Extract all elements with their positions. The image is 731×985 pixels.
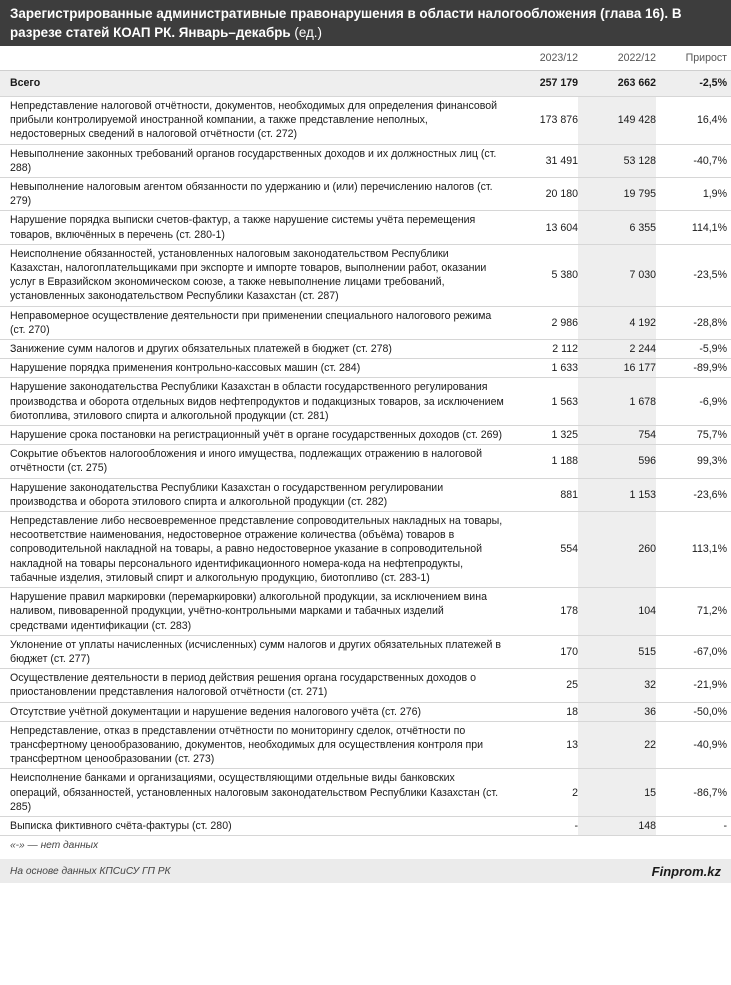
row-label: Осуществление деятельности в период действия решения органа государственных доходов о приостановлении представления налоговой отчётности (ст. 271): [10, 672, 476, 699]
row-label: Нарушение законодательства Республики Казахстан о государственном регулировании производства и оборота этилового спирта и алкогольной продукции (ст. 282): [10, 481, 444, 508]
table-body: [0, 71, 731, 836]
row-label: Невыполнение налоговым агентом обязанности по удержанию и (или) перечислению налогов (ст. 279): [10, 181, 493, 208]
value-2022: 6 355: [578, 211, 656, 244]
table-row: [0, 702, 731, 721]
column-header-2023: 2023/12: [510, 46, 578, 71]
value-2022: 36: [578, 702, 656, 721]
value-2023: 178: [560, 605, 578, 618]
violations-table: [0, 46, 731, 836]
value-2023: 1 325: [551, 429, 578, 442]
value-2023: 1 633: [551, 362, 578, 375]
table-header-row: [0, 46, 731, 71]
value-2022: 15: [578, 769, 656, 817]
value-2022: 263 662: [578, 71, 656, 97]
value-2023: 554: [560, 543, 578, 556]
value-growth: 71,2%: [696, 605, 727, 618]
table-row: [0, 97, 731, 145]
value-growth: -40,7%: [693, 154, 727, 167]
value-2022: 22: [578, 721, 656, 769]
value-2022: 16 177: [578, 359, 656, 378]
value-2023: 257 179: [510, 71, 578, 97]
value-growth: -23,5%: [693, 269, 727, 282]
value-growth: 16,4%: [696, 114, 727, 127]
row-label: Занижение сумм налогов и других обязательных платежей в бюджет (ст. 278): [10, 343, 392, 356]
table-row: [0, 306, 731, 339]
value-2022: 32: [578, 669, 656, 702]
value-2023: 2 986: [551, 316, 578, 329]
value-2023: 13: [566, 738, 578, 751]
row-label: Непредставление, отказ в представлении отчётности по мониторингу сделок, отчётности по трансфертному ценообразованию, документов, необходимых для осуществления контроля при трансфертном ценообразовании (ст. 273): [10, 724, 484, 766]
report-header: [0, 0, 731, 46]
row-label: Уклонение от уплаты начисленных (исчисленных) сумм налогов и других обязательных платежей в бюджет (ст. 277): [10, 638, 502, 665]
table-row: [0, 588, 731, 636]
row-label: Сокрытие объектов налогообложения и иного имущества, подлежащих отражению в налоговой отчётности (ст. 275): [10, 448, 482, 475]
value-2023: 1 188: [551, 455, 578, 468]
table-row: [0, 426, 731, 445]
value-2023: 173 876: [539, 114, 578, 127]
value-growth: 113,1%: [691, 543, 727, 556]
value-2023: 2 112: [552, 343, 578, 356]
footnote: «-» — нет данных: [10, 840, 99, 852]
value-2022: 515: [578, 635, 656, 668]
value-2023: 2: [572, 786, 578, 799]
table-row: [0, 512, 731, 588]
row-label: Неправомерное осуществление деятельности при применении специального налогового режима (ст. 270): [10, 309, 492, 336]
table-row-total: [0, 71, 731, 97]
value-growth: -67,0%: [693, 645, 727, 658]
value-2022: 260: [578, 512, 656, 588]
value-2023: 18: [566, 705, 578, 718]
row-label: Выписка фиктивного счёта-фактуры (ст. 280): [10, 819, 232, 832]
value-growth: 1,9%: [702, 188, 727, 201]
table-row: [0, 244, 731, 306]
row-label: Невыполнение законных требований органов государственных доходов и их должностных лиц (ст. 288): [10, 147, 497, 174]
column-header-growth: Прирост: [656, 46, 731, 71]
value-2023: 20 180: [545, 188, 578, 201]
row-label: Нарушение правил маркировки (перемаркировки) алкогольной продукции, за исключением вина наливом, пивоваренной продукции, учётно-контрольными марками и табачных изделий средствами идентификации (ст. 283): [10, 591, 487, 632]
value-2023: 13 604: [545, 221, 578, 234]
row-label: Нарушение порядка применения контрольно-кассовых машин (ст. 284): [10, 362, 361, 375]
value-growth: 75,7%: [696, 429, 727, 442]
value-2022: 19 795: [578, 178, 656, 211]
value-2023: 5 380: [551, 269, 578, 282]
value-growth: -40,9%: [693, 738, 727, 751]
row-label: Неисполнение банками и организациями, осуществляющими отдельные виды банковских операций, обязанностей, установленных налоговым законодательством Республики Казахстан (ст. 285): [10, 772, 499, 813]
value-growth: -28,8%: [693, 316, 727, 329]
table-row: [0, 211, 731, 244]
value-growth: -50,0%: [693, 705, 727, 718]
value-growth: -: [723, 819, 727, 832]
value-2022: 148: [578, 816, 656, 835]
value-2022: 149 428: [578, 97, 656, 145]
row-label: Неисполнение обязанностей, установленных налоговым законодательством Республики Казахстан, налогоплательщиками при экспорте и импорте товаров, выполнении работ, оказании услуг в Евразийском экономическом союзе, а также невыполнение лицами требований, установленных законодательством Республики Казахстан (ст. 287): [10, 247, 487, 303]
value-2022: 104: [578, 588, 656, 636]
value-2022: 7 030: [578, 244, 656, 306]
value-2022: 596: [578, 445, 656, 478]
table-row: [0, 359, 731, 378]
value-2022: 1 153: [578, 478, 656, 511]
table-row: [0, 445, 731, 478]
row-label: Нарушение срока постановки на регистрационный учёт в органе государственных доходов (ст. 269): [10, 429, 502, 442]
row-label: Нарушение порядка выписки счетов-фактур, а также нарушение системы учёта перемещения товаров, включённых в перечень (ст. 280-1): [10, 214, 476, 241]
row-label: Всего: [0, 71, 510, 97]
value-2023: 881: [560, 488, 578, 501]
value-growth: -21,9%: [693, 679, 727, 692]
value-2023: 1 563: [551, 395, 578, 408]
table-row: [0, 178, 731, 211]
table-row: [0, 340, 731, 359]
value-growth: 114,1%: [691, 221, 727, 234]
table-row: [0, 635, 731, 668]
table-row: [0, 769, 731, 817]
value-growth: -23,6%: [693, 488, 727, 501]
value-growth: -2,5%: [656, 71, 731, 97]
table-row: [0, 721, 731, 769]
value-2023: 31 491: [545, 154, 578, 167]
value-2022: 4 192: [578, 306, 656, 339]
value-2023: 170: [560, 645, 578, 658]
row-label: Отсутствие учётной документации и нарушение ведения налогового учёта (ст. 276): [10, 705, 422, 718]
table-row: [0, 478, 731, 511]
table-row: [0, 816, 731, 835]
footer-bar: [0, 859, 731, 883]
value-2022: 53 128: [578, 144, 656, 177]
row-label: Непредставление либо несвоевременное представление сопроводительных накладных на товары, несоответствие наименования, недостоверное отражение количества (объёма) товаров в сопроводительной накладной на товары, а равно недостоверное указание в сопроводительной накладной на товары персонального идентификационного номера-кода на нефтепродукты, табачные изделия, этиловый спирт и алкогольную продукцию, биотопливо (ст. 283-1): [10, 515, 503, 584]
value-growth: -6,9%: [699, 395, 727, 408]
report-unit: (ед.): [294, 25, 322, 40]
value-growth: -89,9%: [693, 362, 727, 375]
brand-logo: Finprom.kz: [651, 863, 721, 879]
table-row: [0, 144, 731, 177]
source-note: На основе данных КПСиСУ ГП РК: [10, 865, 171, 877]
value-growth: 99,3%: [696, 455, 727, 468]
value-growth: -86,7%: [693, 786, 727, 799]
column-header-2022: 2022/12: [578, 46, 656, 71]
value-2023: -: [574, 819, 578, 832]
value-2022: 754: [578, 426, 656, 445]
value-2022: 1 678: [578, 378, 656, 426]
value-2022: 2 244: [578, 340, 656, 359]
table-row: [0, 378, 731, 426]
value-2023: 25: [566, 679, 578, 692]
value-growth: -5,9%: [699, 343, 727, 356]
table-row: [0, 669, 731, 702]
report-title: Зарегистрированные административные правонарушения в области налогообложения (глава 16). В разрезе статей КОАП РК. Январь–декабрь: [10, 6, 682, 40]
column-header-label: [0, 46, 510, 71]
row-label: Нарушение законодательства Республики Казахстан в области государственного регулирования производства и оборота отдельных видов нефтепродуктов и подакцизных товаров, за исключением биотоплива, этилового спирта и алкогольной продукции (ст. 281): [10, 381, 504, 422]
row-label: Непредставление налоговой отчётности, документов, необходимых для определения финансовой прибыли контролируемой иностранной компании, а также представление неполных, недостоверных сведений в налоговой отчётности (ст. 272): [10, 100, 498, 141]
